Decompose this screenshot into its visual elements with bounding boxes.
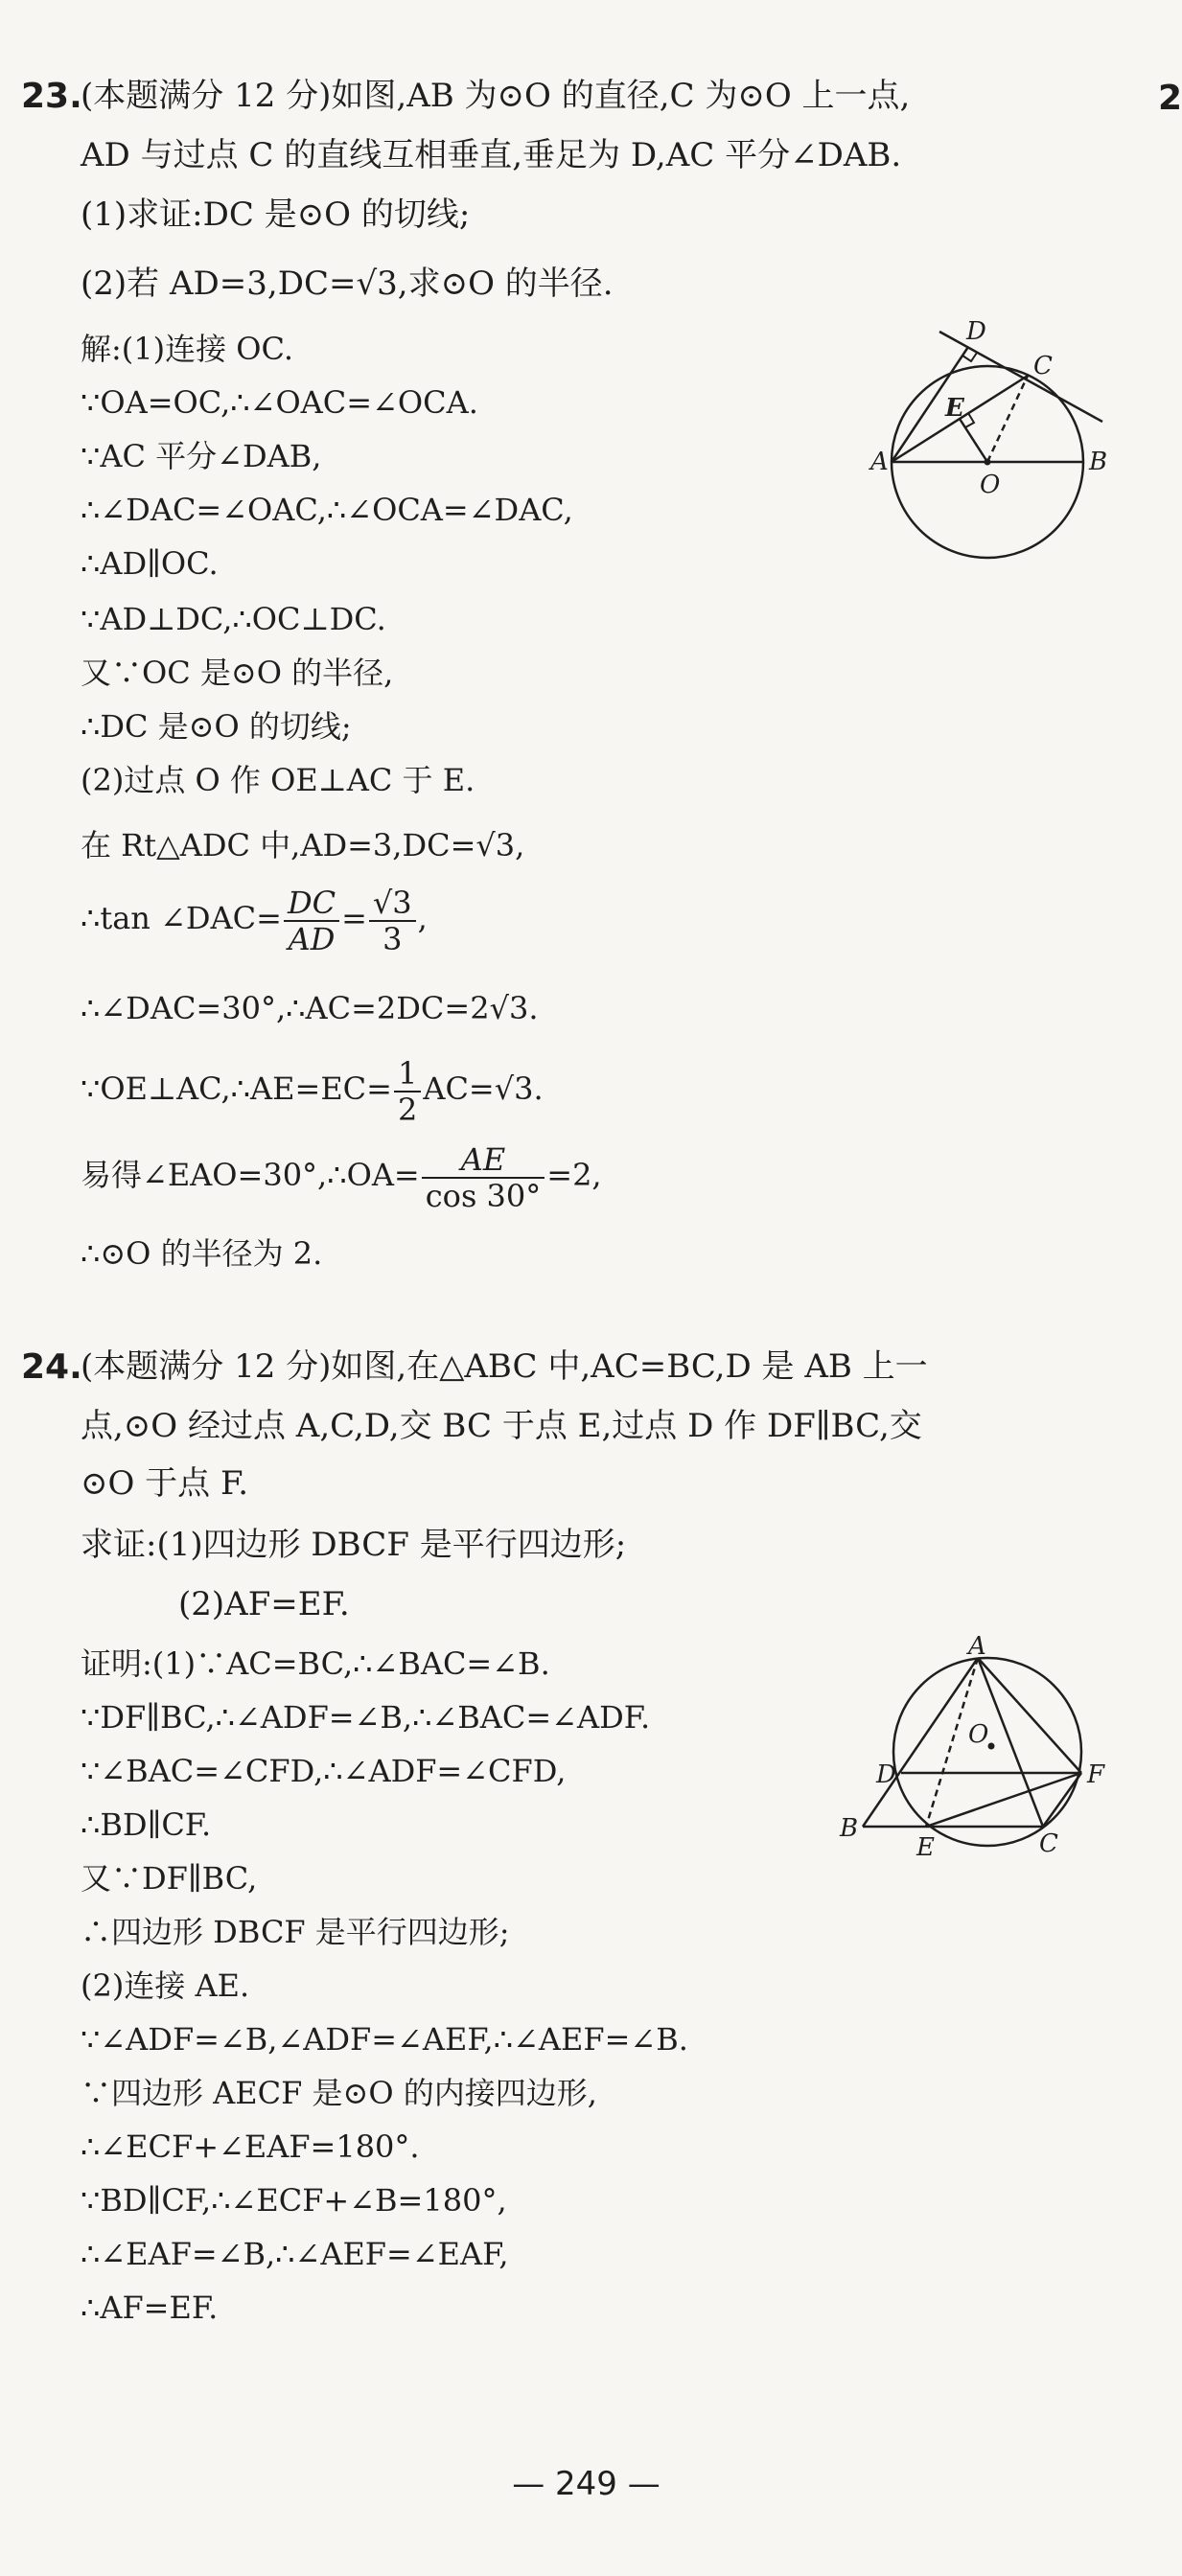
q23-sol-line-8: ∴DC 是⊙O 的切线; bbox=[81, 708, 352, 745]
q23-number: 23. bbox=[21, 77, 82, 116]
q23-cos-numerator: AE bbox=[422, 1142, 545, 1179]
q23-oe-prefix: ∵OE⊥AC,∴AE=EC= bbox=[81, 1070, 392, 1107]
q24-sol-line-11: ∵BD∥CF,∴∠ECF+∠B=180°, bbox=[81, 2182, 507, 2219]
q24-circle-o bbox=[893, 1658, 1081, 1846]
q24-label-o: O bbox=[968, 1720, 989, 1749]
q23-half-denominator: 2 bbox=[397, 1091, 418, 1128]
q23-tan-prefix: ∴tan ∠DAC= bbox=[81, 900, 282, 936]
q23-tan-result-fraction bbox=[369, 886, 416, 956]
q24-sol-line-13: ∴AF=EF. bbox=[81, 2289, 219, 2326]
q23-sol-30deg: ∴∠DAC=30°,∴AC=2DC=2√3. bbox=[81, 990, 539, 1026]
q23-sol-line-3: ∵AC 平分∠DAB, bbox=[81, 438, 322, 474]
q23-label-c: C bbox=[1033, 352, 1053, 380]
q24-sol-line-10: ∴∠ECF+∠EAF=180°. bbox=[81, 2128, 420, 2165]
q24-center-dot bbox=[988, 1743, 995, 1750]
q23-easy-line bbox=[81, 1137, 602, 1213]
q23-tan-fraction bbox=[284, 886, 339, 956]
q23-sol-line-2: ∵OA=OC,∴∠OAC=∠OCA. bbox=[81, 384, 478, 421]
q24-stem-line-2: 点,⊙O 经过点 A,C,D,交 BC 于点 E,过点 D 作 DF∥BC,交 bbox=[81, 1407, 922, 1445]
q24-sol-line-1: 证明:(1)∵AC=BC,∴∠BAC=∠B. bbox=[81, 1645, 550, 1682]
q23-segment-oe bbox=[960, 419, 987, 462]
q24-label-a: A bbox=[968, 1632, 986, 1661]
q23-stem-line-1: (本题满分 12 分)如图,AB 为⊙O 的直径,C 为⊙O 上一点, bbox=[81, 77, 911, 115]
q23-tan-result-numerator: √3 bbox=[369, 886, 416, 922]
next-column-number-fragment: 2 bbox=[1158, 79, 1182, 118]
q23-sol-line-4: ∴∠DAC=∠OAC,∴∠OCA=∠DAC, bbox=[81, 492, 573, 528]
page-number: — 249 — bbox=[512, 2465, 661, 2503]
q23-label-a: A bbox=[870, 448, 889, 476]
q23-oe-suffix: AC=√3. bbox=[423, 1070, 544, 1107]
q23-sol-line-7: 又∵OC 是⊙O 的半径, bbox=[81, 655, 394, 691]
q24-segment-cf bbox=[1043, 1773, 1081, 1827]
q24-prove-2: (2)AF=EF. bbox=[178, 1585, 350, 1623]
q23-label-b: B bbox=[1089, 448, 1108, 476]
q23-cos-fraction bbox=[422, 1142, 545, 1213]
q23-oe-line bbox=[81, 1050, 544, 1127]
q24-stem-line-3: ⊙O 于点 F. bbox=[81, 1464, 249, 1503]
q24-segment-ef bbox=[926, 1773, 1081, 1827]
q23-part-2: (2)若 AD=3,DC=√3,求⊙O 的半径. bbox=[81, 264, 614, 303]
q24-label-b: B bbox=[840, 1814, 859, 1843]
q23-center-dot bbox=[985, 459, 991, 466]
q23-sol-line-10: 在 Rt△ADC 中,AD=3,DC=√3, bbox=[81, 827, 525, 863]
q24-stem-line-1: (本题满分 12 分)如图,在△ABC 中,AC=BC,D 是 AB 上一 bbox=[81, 1347, 928, 1386]
q23-cos-denominator: cos 30° bbox=[425, 1177, 542, 1214]
q23-final-answer: ∴⊙O 的半径为 2. bbox=[81, 1235, 323, 1272]
q24-segment-ab bbox=[863, 1658, 978, 1827]
q23-easy-prefix: 易得∠EAO=30°,∴OA= bbox=[81, 1157, 420, 1193]
q23-tan-line bbox=[81, 880, 428, 956]
q23-tan-numerator: DC bbox=[284, 886, 339, 922]
q24-prove-1: 求证:(1)四边形 DBCF 是平行四边形; bbox=[81, 1526, 627, 1564]
q24-sol-line-7: (2)连接 AE. bbox=[81, 1967, 250, 2004]
q23-tan-equals: = bbox=[341, 900, 367, 936]
q24-sol-line-2: ∵DF∥BC,∴∠ADF=∠B,∴∠BAC=∠ADF. bbox=[81, 1699, 651, 1736]
q23-sol-line-6: ∵AD⊥DC,∴OC⊥DC. bbox=[81, 601, 386, 637]
q23-part-1: (1)求证:DC 是⊙O 的切线; bbox=[81, 196, 471, 234]
q24-sol-line-6: ∴四边形 DBCF 是平行四边形; bbox=[81, 1914, 510, 1950]
q24-label-d: D bbox=[876, 1760, 896, 1789]
q23-sol-line-5: ∴AD∥OC. bbox=[81, 545, 219, 582]
q24-sol-line-8: ∵∠ADF=∠B,∠ADF=∠AEF,∴∠AEF=∠B. bbox=[81, 2021, 688, 2058]
q24-sol-line-12: ∴∠EAF=∠B,∴∠AEF=∠EAF, bbox=[81, 2236, 509, 2272]
q23-label-e: E bbox=[945, 394, 964, 423]
q24-sol-line-3: ∵∠BAC=∠CFD,∴∠ADF=∠CFD, bbox=[81, 1753, 567, 1789]
q24-label-f: F bbox=[1087, 1760, 1105, 1789]
q24-number: 24. bbox=[21, 1347, 82, 1387]
q23-half-numerator: 1 bbox=[394, 1056, 421, 1092]
q23-easy-suffix: =2, bbox=[546, 1157, 602, 1193]
q24-label-c: C bbox=[1039, 1829, 1058, 1858]
q24-sol-line-5: 又∵DF∥BC, bbox=[81, 1860, 258, 1897]
q23-tan-denominator: AD bbox=[288, 920, 336, 957]
q23-tan-suffix: , bbox=[417, 900, 428, 936]
q24-circle-diagram bbox=[834, 1632, 1122, 1878]
q23-label-d: D bbox=[966, 317, 986, 346]
q23-sol-line-1: 解:(1)连接 OC. bbox=[81, 331, 294, 367]
q24-sol-line-4: ∴BD∥CF. bbox=[81, 1806, 212, 1843]
q23-circle-diagram bbox=[863, 316, 1112, 575]
q24-segment-af bbox=[978, 1658, 1081, 1773]
q23-label-o: O bbox=[980, 471, 1001, 499]
q24-sol-line-9: ∵四边形 AECF 是⊙O 的内接四边形, bbox=[81, 2075, 597, 2111]
q23-sol-line-9: (2)过点 O 作 OE⊥AC 于 E. bbox=[81, 762, 475, 798]
q23-half-fraction bbox=[394, 1056, 421, 1127]
q24-label-e: E bbox=[916, 1833, 935, 1862]
q23-tan-result-denominator: 3 bbox=[382, 920, 403, 957]
q23-stem-line-2: AD 与过点 C 的直线互相垂直,垂足为 D,AC 平分∠DAB. bbox=[81, 136, 902, 174]
